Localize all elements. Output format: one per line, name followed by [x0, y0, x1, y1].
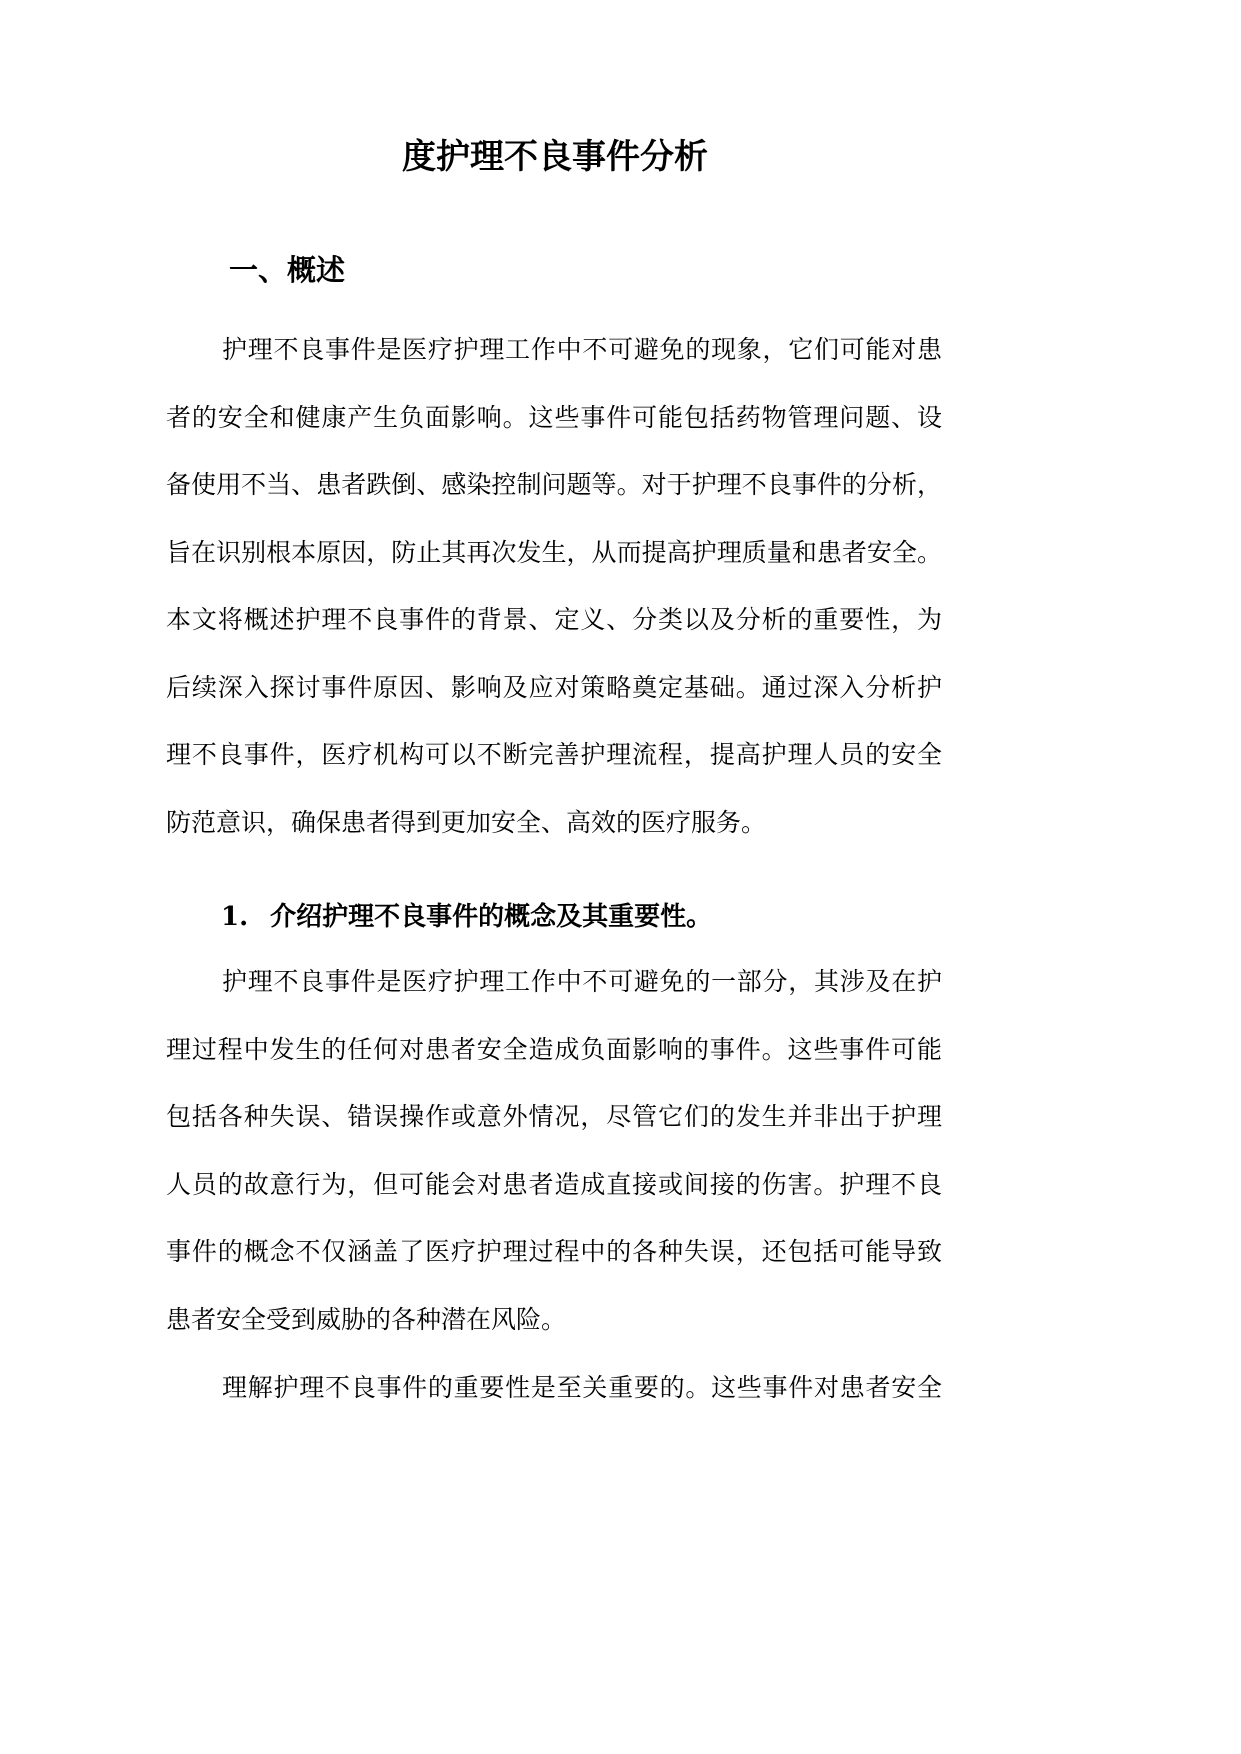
paragraph — [166, 948, 942, 1353]
paragraph-line: 人员的故意行为，但可能会对患者造成直接或间接的伤害。护理不良 — [166, 1169, 942, 1199]
paragraph-line: 本文将概述护理不良事件的背景、定义、分类以及分析的重要性，为 — [166, 605, 942, 634]
paragraph-line: 包括各种失误、错误操作或意外情况，尽管它们的发生并非出于护理 — [166, 1102, 942, 1131]
paragraph-line: 防范意识，确保患者得到更加安全、高效的医疗服务。 — [166, 807, 767, 837]
section-heading: 一、概述 — [229, 253, 346, 287]
subsection-heading — [221, 897, 712, 937]
paragraph-line: 理过程中发生的任何对患者安全造成负面影响的事件。这些事件可能 — [166, 1034, 942, 1064]
paragraph-line: 护理不良事件是医疗护理工作中不可避免的一部分，其涉及在护 — [222, 967, 942, 996]
paragraph-line: 理解护理不良事件的重要性是至关重要的。这些事件对患者安全 — [222, 1373, 942, 1402]
paragraph-line: 后续深入探讨事件原因、影响及应对策略奠定基础。通过深入分析护 — [166, 672, 942, 702]
paragraph — [166, 316, 942, 856]
paragraph-line: 理不良事件，医疗机构可以不断完善护理流程，提高护理人员的安全 — [166, 740, 942, 769]
paragraph-line: 者的安全和健康产生负面影响。这些事件可能包括药物管理问题、设 — [166, 402, 942, 432]
paragraph-line: 事件的概念不仅涵盖了医疗护理过程中的各种失误，还包括可能导致 — [166, 1237, 942, 1266]
paragraph-line: 备使用不当、患者跌倒、感染控制问题等。对于护理不良事件的分析， — [166, 470, 942, 499]
paragraph-line: 护理不良事件是医疗护理工作中不可避免的现象，它们可能对患 — [222, 335, 942, 364]
paragraph-line: 旨在识别根本原因，防止其再次发生，从而提高护理质量和患者安全。 — [166, 537, 942, 567]
subsection-number: 1. — [221, 902, 249, 932]
paragraph — [166, 1354, 942, 1422]
paragraph-line: 患者安全受到威胁的各种潜在风险。 — [166, 1304, 567, 1334]
subsection-heading-text: 介绍护理不良事件的概念及其重要性。 — [270, 902, 713, 932]
document-title: 度护理不良事件分析 — [402, 137, 708, 177]
